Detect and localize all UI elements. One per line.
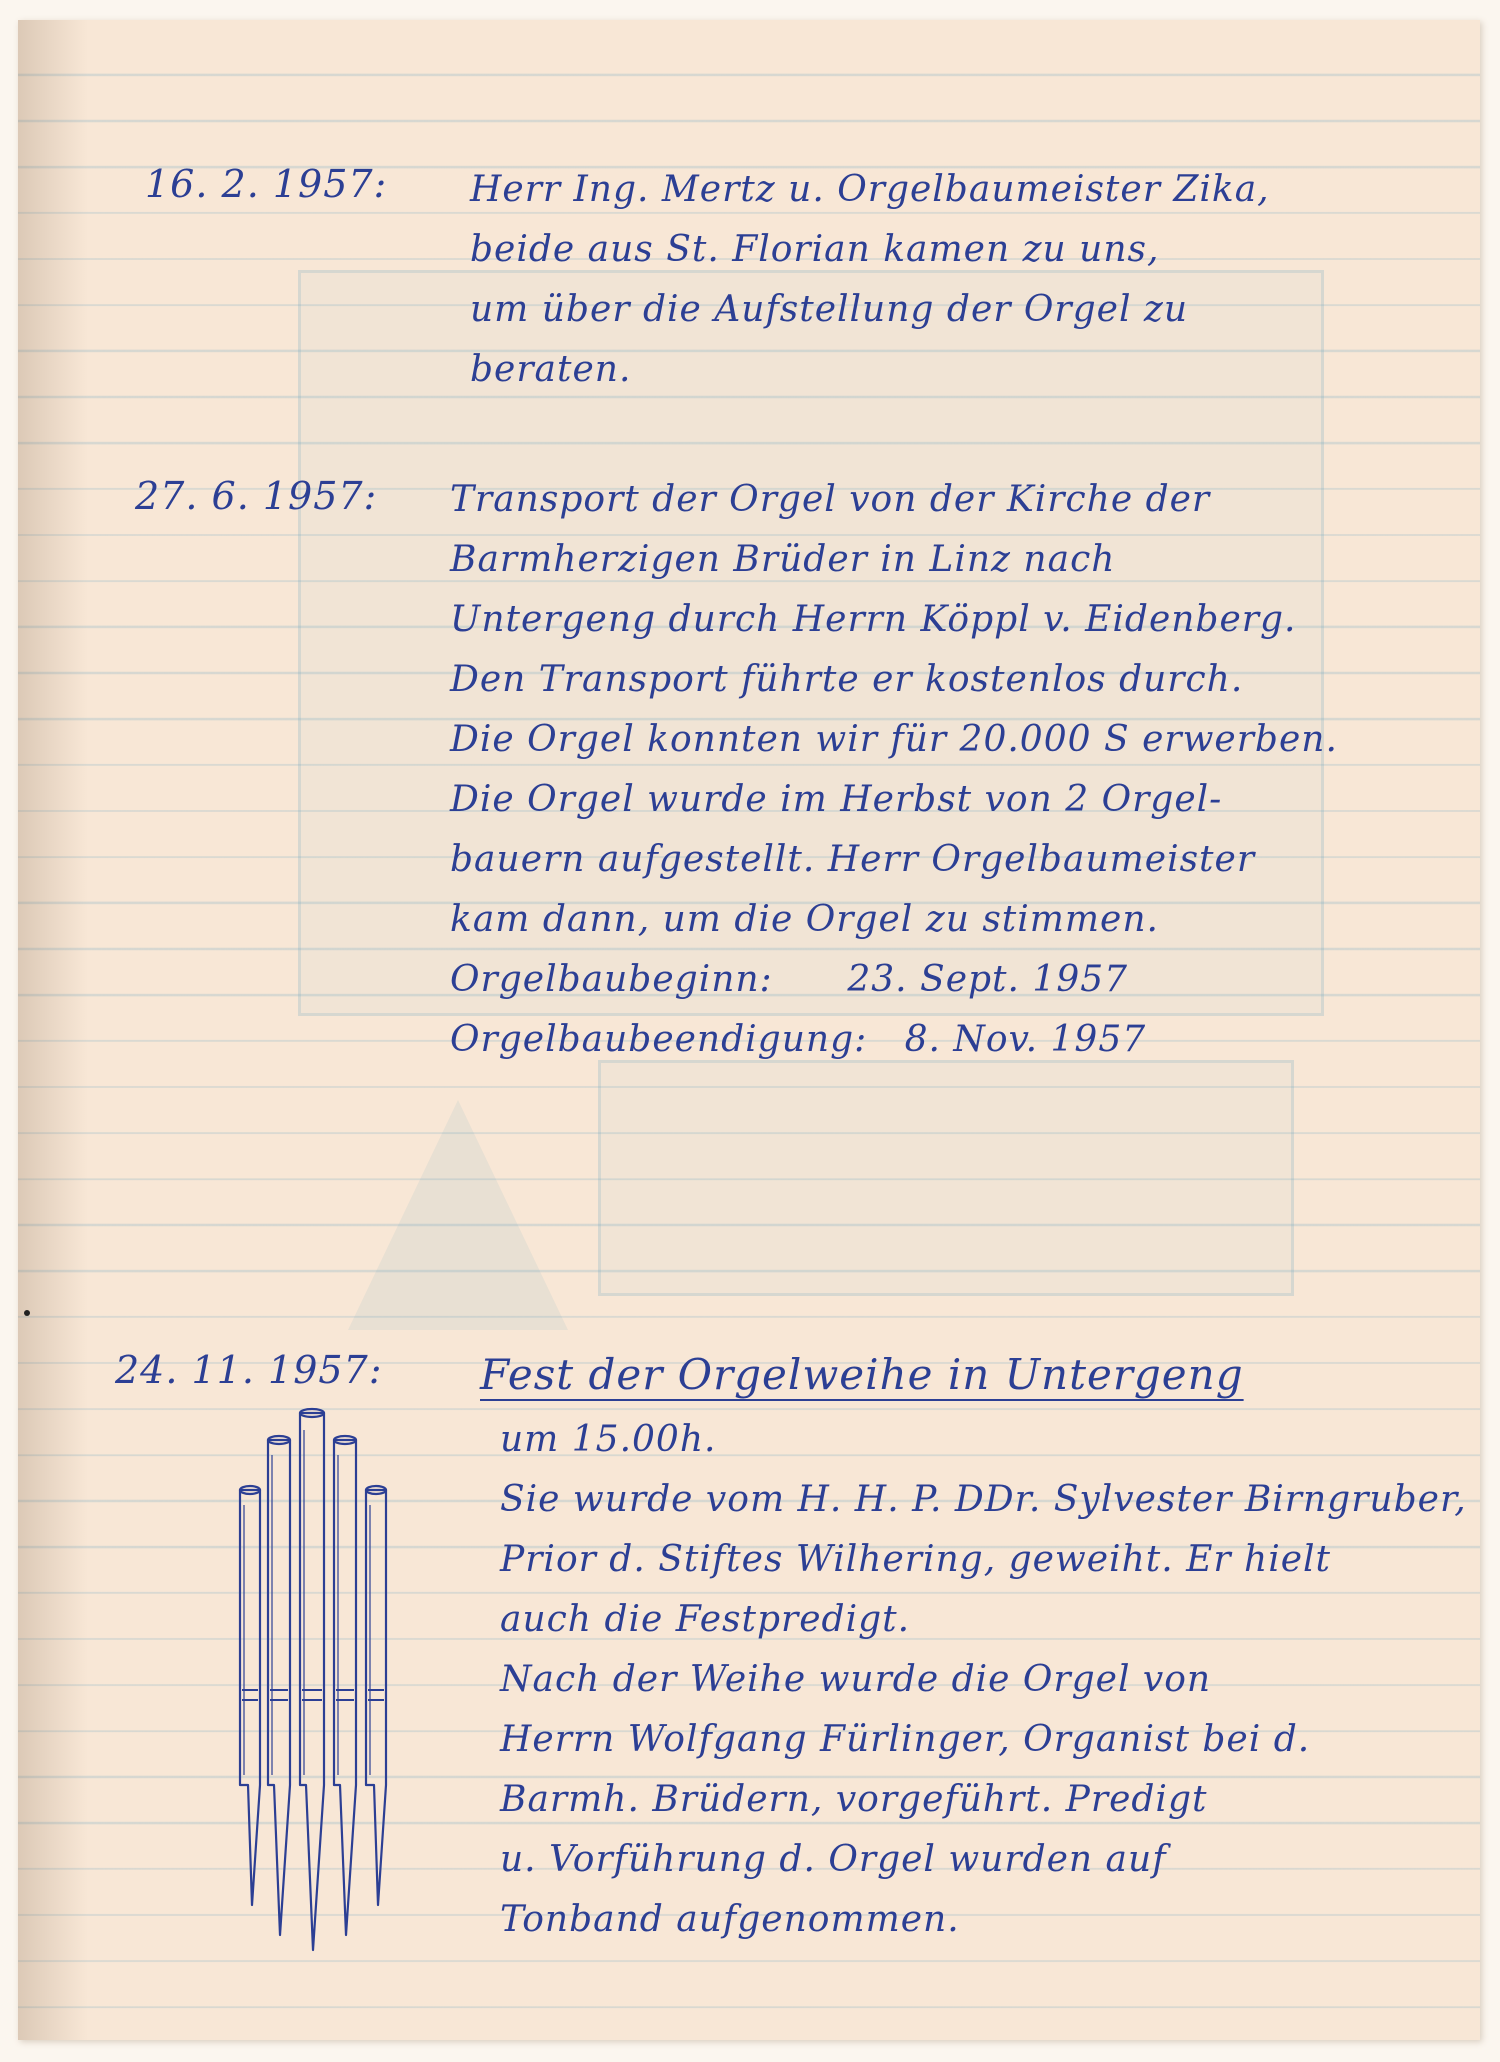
text-line: um über die Aufstellung der Orgel zu (470, 289, 1189, 330)
text-line: auch die Festpredigt. (500, 1599, 911, 1640)
text-line: Untergeng durch Herrn Köppl v. Eidenberg. (450, 599, 1297, 640)
page-shadow (18, 20, 88, 2040)
text-line: u. Vorführung d. Orgel wurden auf (500, 1839, 1167, 1880)
organ-pipes-icon (228, 1405, 408, 1965)
entry-date: 16. 2. 1957: (145, 162, 388, 206)
text-line: Barmh. Brüdern, vorgeführt. Predigt (500, 1779, 1208, 1820)
text-line: Nach der Weihe wurde die Orgel von (500, 1659, 1212, 1700)
entry-date: 24. 11. 1957: (115, 1348, 383, 1392)
text-line: bauern aufgestellt. Herr Orgelbaumeister (450, 839, 1256, 880)
ink-dot (24, 1310, 30, 1316)
text-line: Die Orgel wurde im Herbst von 2 Orgel- (450, 779, 1223, 820)
entry-text (470, 160, 1270, 400)
text-line: Sie wurde vom H. H. P. DDr. Sylvester Birngruber, (500, 1479, 1467, 1520)
entry-heading: Fest der Orgelweihe in Untergeng (480, 1350, 1244, 1399)
text-line: Barmherzigen Brüder in Linz nach (450, 539, 1116, 580)
text-line: Herrn Wolfgang Fürlinger, Organist bei d. (500, 1719, 1311, 1760)
bleed-through-box (598, 1060, 1294, 1296)
text-line: kam dann, um die Orgel zu stimmen. (450, 899, 1159, 940)
bleed-through-triangle (348, 1100, 568, 1330)
text-line: Prior d. Stiftes Wilhering, geweiht. Er hielt (500, 1539, 1332, 1580)
text-line: Herr Ing. Mertz u. Orgelbaumeister Zika, (470, 169, 1270, 210)
text-line: um 15.00h. (500, 1419, 717, 1460)
text-line: beraten. (470, 349, 632, 390)
text-line: Orgelbaubeendigung: 8. Nov. 1957 (450, 1019, 1147, 1060)
text-line: beide aus St. Florian kamen zu uns, (470, 229, 1160, 270)
text-line: Tonband aufgenommen. (500, 1899, 960, 1940)
text-line: Die Orgel konnten wir für 20.000 S erwerben. (450, 719, 1338, 760)
text-line: Transport der Orgel von der Kirche der (450, 479, 1211, 520)
entry-date: 27. 6. 1957: (135, 474, 378, 518)
text-line: Den Transport führte er kostenlos durch. (450, 659, 1244, 700)
entry-text (450, 470, 1338, 1070)
entry-text (500, 1410, 1467, 1950)
text-line: Orgelbaubeginn: 23. Sept. 1957 (450, 959, 1129, 1000)
